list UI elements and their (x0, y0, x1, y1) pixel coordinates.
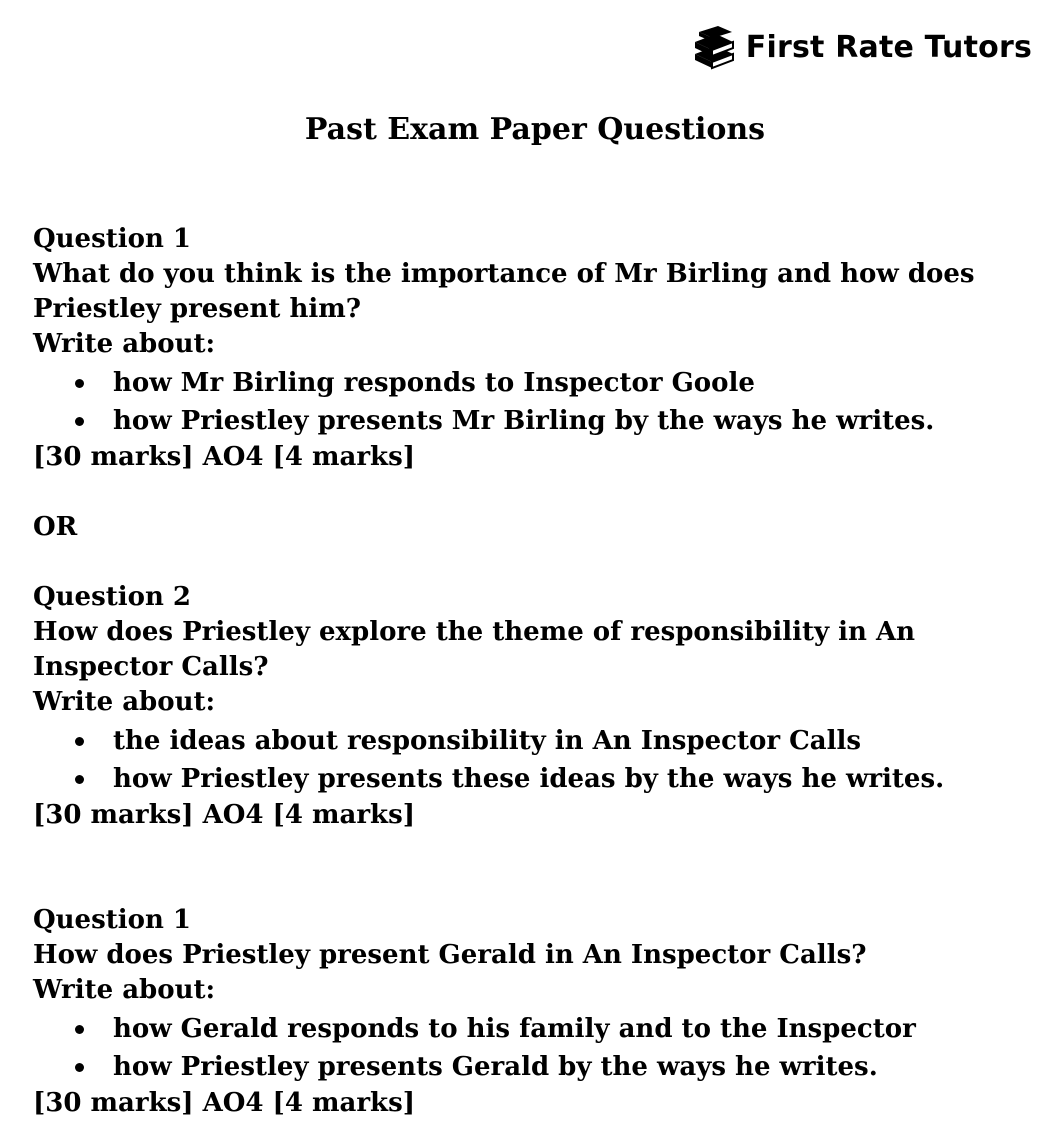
bullet-item (33, 760, 1023, 798)
write-about-label: Write about: (33, 975, 216, 1005)
question-heading: Question 1 (33, 905, 192, 935)
bullet-text: the ideas about responsibility in An Inspector Calls (113, 726, 862, 756)
bullet-item (33, 1010, 1023, 1048)
question-text: How does Priestley explore the theme of responsibility in An Inspector Calls? (33, 617, 916, 682)
bullet-dot-icon (75, 775, 84, 784)
bullet-text: how Priestley presents Gerald by the ways he writes. (113, 1052, 878, 1082)
bullet-text: how Priestley presents these ideas by the ways he writes. (113, 764, 945, 794)
question-block-1 (33, 222, 1023, 475)
bullet-item (33, 364, 1023, 402)
write-about-label: Write about: (33, 329, 216, 359)
question-text: What do you think is the importance of Mr Birling and how does Priestley present him? (33, 259, 975, 324)
bullet-text: how Priestley presents Mr Birling by the ways he writes. (113, 406, 935, 436)
bullet-dot-icon (75, 417, 84, 426)
question-heading: Question 2 (33, 582, 192, 612)
bullet-list (33, 1010, 1023, 1086)
marks-label: [30 marks] AO4 [4 marks] (33, 800, 416, 830)
or-separator: OR (33, 512, 78, 542)
write-about-label: Write about: (33, 687, 216, 717)
books-stack-icon (692, 24, 736, 70)
bullet-dot-icon (75, 379, 84, 388)
marks-label: [30 marks] AO4 [4 marks] (33, 442, 416, 472)
marks-label: [30 marks] AO4 [4 marks] (33, 1088, 416, 1118)
brand-name: First Rate Tutors (745, 29, 1032, 65)
bullet-text: how Mr Birling responds to Inspector Goole (113, 368, 755, 398)
bullet-text: how Gerald responds to his family and to the Inspector (113, 1014, 916, 1044)
bullet-list (33, 722, 1023, 798)
brand-logo (692, 24, 1032, 70)
bullet-dot-icon (75, 1063, 84, 1072)
question-block-3 (33, 903, 1023, 1121)
question-heading: Question 1 (33, 224, 192, 254)
bullet-list (33, 364, 1023, 440)
bullet-dot-icon (75, 1025, 84, 1034)
page-title: Past Exam Paper Questions (304, 112, 766, 147)
bullet-item (33, 402, 1023, 440)
bullet-item (33, 1048, 1023, 1086)
bullet-dot-icon (75, 737, 84, 746)
section-spacer (33, 833, 1023, 903)
bullet-item (33, 722, 1023, 760)
question-text: How does Priestley present Gerald in An Inspector Calls? (33, 940, 867, 970)
question-block-2 (33, 580, 1023, 833)
questions-content (33, 222, 1023, 1121)
